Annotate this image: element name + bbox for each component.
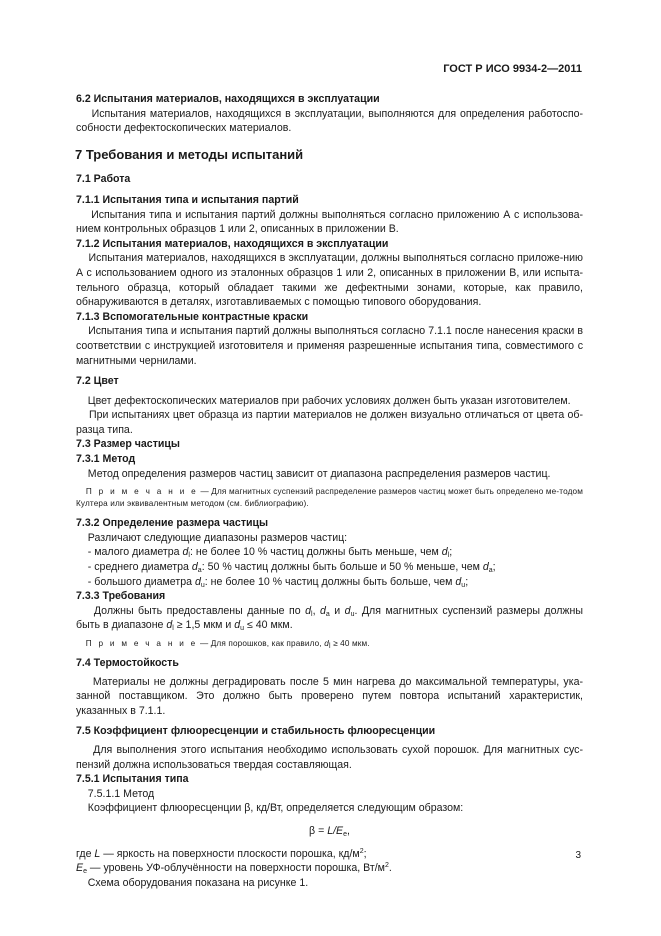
section-7-2-title: 7.2 Цвет [76, 375, 119, 388]
section-7-3-2-title: 7.3.2 Определение размера частицы [76, 517, 269, 530]
section-7-1-2-text: Испытания материалов, находящихся в эксплуатации, должны выполняться согласно приложе-нию А с использованием одного из эталонных образцов 1 или 2, описанных в приложении В, или испыта-тельного образца, который обладает такими же дефектными зонами, которые, как правило, обнаруживаются в деталях, изготавливаемых с помощью типового оборудования. [76, 252, 583, 309]
list-item-large-diameter: - большого диаметра $d_u$: не более 10 % частиц должны быть больше, чем $d_u$; [87, 575, 469, 589]
section-7-3-1-text: Метод определения размеров частиц зависит от диапазона распределения размеров частиц. [87, 467, 551, 480]
section-7-title: 7 Требования и методы испытаний [75, 146, 304, 162]
formula-where-Ee: $E_e$ — уровень УФ-облучённости на поверхности порошка, $Вт/м^2$. [76, 862, 392, 876]
section-7-3-3-text: Должны быть предоставлены данные по $d_l$, $d_a$ и $d_u$. Для магнитных суспензий размеры должны быть в диапазоне $d_l \ge 1,5$ мкм и $d_u \le 40$ мкм. [76, 604, 583, 633]
page-header: ГОСТ Р ИСО 9934-2—2011 [443, 63, 582, 75]
formula-where-L: где L — яркость на поверхности плоскости порошка, $кд/м^2$; [76, 847, 367, 860]
section-6-2-title: 6.2 Испытания материалов, находящихся в эксплуатации [76, 93, 380, 105]
section-7-4-title: 7.4 Термостойкость [76, 657, 179, 669]
figure-reference-text: Схема оборудования показана на рисунке 1. [87, 876, 309, 889]
fluorescence-formula: $\beta = L/E_e$, [309, 824, 350, 838]
section-7-3-1-title: 7.3.1 Метод [76, 453, 136, 466]
section-7-5-1-1-text: Коэффициент флюоресценции β, кд/Вт, определяется следующим образом: [87, 802, 464, 815]
section-7-5-text: Для выполнения этого испытания необходимо использовать сухой порошок. Для магнитных сус-пензий должна использоваться твердая составляющая. [76, 743, 583, 771]
section-7-3-2-intro: Различают следующие диапазоны размеров частиц: [87, 531, 348, 544]
page-number: 3 [575, 850, 581, 861]
section-7-5-1-title: 7.5.1 Испытания типа [76, 773, 189, 786]
section-7-1-3-text: Испытания типа и испытания партий должны выполняться согласно 7.1.1 после нанесения краски в соответствии с инструкцией изготовителя и применяя разрешенные испытания типа, совместимого с магнитными чернилами. [76, 325, 583, 367]
list-item-medium-diameter: - среднего диаметра $d_a$: 50 % частиц должны быть больше и 50 % меньше, чем $d_a$; [87, 561, 496, 575]
section-7-1-2-title: 7.1.2 Испытания материалов, находящихся в эксплуатации [76, 237, 389, 250]
section-7-1-1-title: 7.1.1 Испытания типа и испытания партий [76, 193, 299, 206]
section-7-3-3-title: 7.3.3 Требования [76, 590, 166, 603]
section-7-3-title: 7.3 Размер частицы [76, 438, 180, 451]
list-item-small-diameter: - малого диаметра $d_l$: не более 10 % частиц должны быть меньше, чем $d_l$; [87, 546, 453, 560]
section-7-3-3-note: П р и м е ч а н и е — Для порошков, как правило, $d_l \ge 40$ мкм. [85, 639, 370, 650]
section-7-5-1-1-title: 7.5.1.1 Метод [87, 787, 155, 800]
section-7-4-text: Материалы не должны деградировать после 5 мин нагрева до максимальной температуры, ука-занной поставщиком. Это должно быть проверено путем повтора испытаний характеристик, указанных в 7.1.1. [76, 675, 584, 717]
section-7-3-1-note: П р и м е ч а н и е — Для магнитных суспензий распределение размеров частиц может быть определено ме-тодом Култера или эквивалентным методом (см. библиографию). [76, 487, 583, 509]
section-7-1-1-text: Испытания типа и испытания партий должны выполняться согласно приложению А с использова-нием контрольных образцов 1 или 2, описанных в приложении В. [76, 208, 583, 236]
section-7-5-title: 7.5 Коэффициент флюоресценции и стабильность флюоресценции [76, 725, 436, 738]
section-7-2-text-1: Цвет дефектоскопических материалов при рабочих условиях должен быть указан изготовителем. [87, 394, 571, 407]
section-7-2-text-2: При испытаниях цвет образца из партии материалов не должен визуально отличаться от цвета об-разца типа. [76, 409, 583, 436]
section-7-1-3-title: 7.1.3 Вспомогательные контрастные краски [76, 310, 309, 323]
section-7-1-title: 7.1 Работа [76, 173, 131, 186]
section-6-2-text: Испытания материалов, находящихся в эксплуатации, выполняются для определения работоспо-собности дефектоскопических материалов. [76, 107, 583, 135]
